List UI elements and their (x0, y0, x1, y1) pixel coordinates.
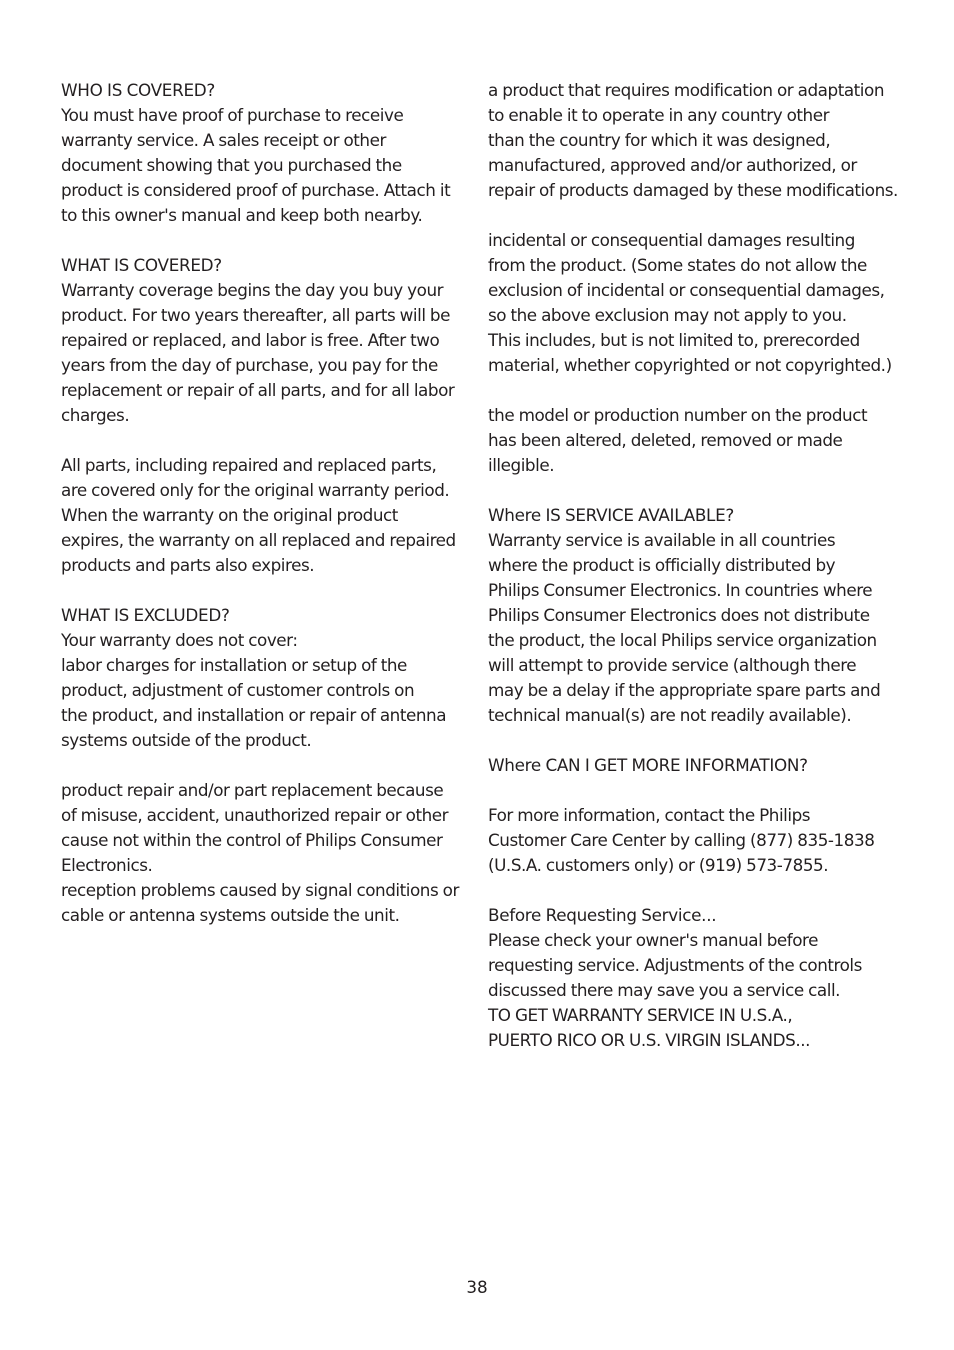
section-heading: Where CAN I GET MORE INFORMATION? (488, 755, 808, 775)
text-section (61, 778, 466, 928)
paragraph-line: where the product is officially distributed by (488, 555, 836, 575)
paragraph-line: Your warranty does not cover: (61, 630, 298, 650)
section-heading: Where IS SERVICE AVAILABLE? (488, 505, 734, 525)
paragraph-line: For more information, contact the Philips (488, 805, 811, 825)
text-section (61, 253, 466, 428)
paragraph-line: product. For two years thereafter, all parts will be (61, 305, 451, 325)
paragraph-line: charges. (61, 405, 130, 425)
paragraph-line: (U.S.A. customers only) or (919) 573-7855. (488, 855, 829, 875)
paragraph-line: Warranty coverage begins the day you buy your (61, 280, 444, 300)
paragraph-line: product repair and/or part replacement because (61, 780, 444, 800)
paragraph-line: technical manual(s) are not readily available). (488, 705, 852, 725)
paragraph-line: labor charges for installation or setup of the (61, 655, 407, 675)
paragraph-line: systems outside of the product. (61, 730, 312, 750)
paragraph-line: Please check your owner's manual before (488, 930, 819, 950)
page-number: 38 (466, 1277, 488, 1297)
paragraph-line: PUERTO RICO OR U.S. VIRGIN ISLANDS... (488, 1030, 810, 1050)
paragraph-line: repaired or replaced, and labor is free. After two (61, 330, 440, 350)
paragraph-line: manufactured, approved and/or authorized, or (488, 155, 857, 175)
paragraph-line: will attempt to provide service (although there (488, 655, 857, 675)
text-section (488, 403, 900, 478)
paragraph-line: to enable it to operate in any country other (488, 105, 830, 125)
text-section (61, 453, 466, 578)
paragraph-line: products and parts also expires. (61, 555, 315, 575)
paragraph-line: requesting service. Adjustments of the controls (488, 955, 862, 975)
paragraph-line: from the product. (Some states do not allow the (488, 255, 867, 275)
paragraph-line: years from the day of purchase, you pay for the (61, 355, 438, 375)
paragraph-line: repair of products damaged by these modifications. (488, 180, 898, 200)
paragraph-line: replacement or repair of all parts, and for all labor (61, 380, 455, 400)
section-heading: Before Requesting Service... (488, 905, 717, 925)
text-section (61, 603, 466, 753)
paragraph-line: reception problems caused by signal conditions or (61, 880, 459, 900)
paragraph-line: warranty service. A sales receipt or other (61, 130, 386, 150)
text-section (488, 753, 900, 778)
paragraph-line: When the warranty on the original product (61, 505, 398, 525)
paragraph-line: cause not within the control of Philips Consumer (61, 830, 443, 850)
left-column (61, 78, 466, 953)
paragraph-line: of misuse, accident, unauthorized repair or other (61, 805, 449, 825)
text-section (488, 503, 900, 728)
paragraph-line: Customer Care Center by calling (877) 835-1838 (488, 830, 875, 850)
paragraph-line: Philips Consumer Electronics. In countries where (488, 580, 873, 600)
paragraph-line: product is considered proof of purchase. Attach it (61, 180, 451, 200)
section-heading: WHO IS COVERED? (61, 80, 215, 100)
paragraph-line: to this owner's manual and keep both nearby. (61, 205, 423, 225)
paragraph-line: This includes, but is not limited to, prerecorded (488, 330, 860, 350)
paragraph-line: illegible. (488, 455, 555, 475)
paragraph-line: are covered only for the original warranty period. (61, 480, 450, 500)
text-section (488, 903, 900, 1053)
right-column (488, 78, 900, 1078)
paragraph-line: incidental or consequential damages resulting (488, 230, 855, 250)
paragraph-line: the product, and installation or repair of antenna (61, 705, 447, 725)
paragraph-line: discussed there may save you a service call. (488, 980, 841, 1000)
paragraph-line: exclusion of incidental or consequential damages, (488, 280, 885, 300)
paragraph-line: than the country for which it was designed, (488, 130, 831, 150)
paragraph-line: Warranty service is available in all countries (488, 530, 836, 550)
paragraph-line: All parts, including repaired and replaced parts, (61, 455, 437, 475)
paragraph-line: document showing that you purchased the (61, 155, 402, 175)
paragraph-line: has been altered, deleted, removed or made (488, 430, 843, 450)
text-section (488, 228, 900, 378)
section-heading: WHAT IS COVERED? (61, 255, 222, 275)
paragraph-line: so the above exclusion may not apply to you. (488, 305, 847, 325)
paragraph-line: You must have proof of purchase to receive (61, 105, 404, 125)
text-section (488, 78, 900, 203)
paragraph-line: TO GET WARRANTY SERVICE IN U.S.A., (488, 1005, 793, 1025)
paragraph-line: cable or antenna systems outside the unit. (61, 905, 400, 925)
paragraph-line: material, whether copyrighted or not copyrighted.) (488, 355, 892, 375)
section-heading: WHAT IS EXCLUDED? (61, 605, 230, 625)
paragraph-line: product, adjustment of customer controls on (61, 680, 415, 700)
text-section (61, 78, 466, 228)
paragraph-line: the product, the local Philips service organization (488, 630, 877, 650)
paragraph-line: expires, the warranty on all replaced and repaired (61, 530, 456, 550)
paragraph-line: the model or production number on the product (488, 405, 868, 425)
paragraph-line: a product that requires modification or adaptation (488, 80, 885, 100)
paragraph-line: Electronics. (61, 855, 153, 875)
paragraph-line: may be a delay if the appropriate spare parts and (488, 680, 881, 700)
text-section (488, 803, 900, 878)
paragraph-line: Philips Consumer Electronics does not distribute (488, 605, 870, 625)
